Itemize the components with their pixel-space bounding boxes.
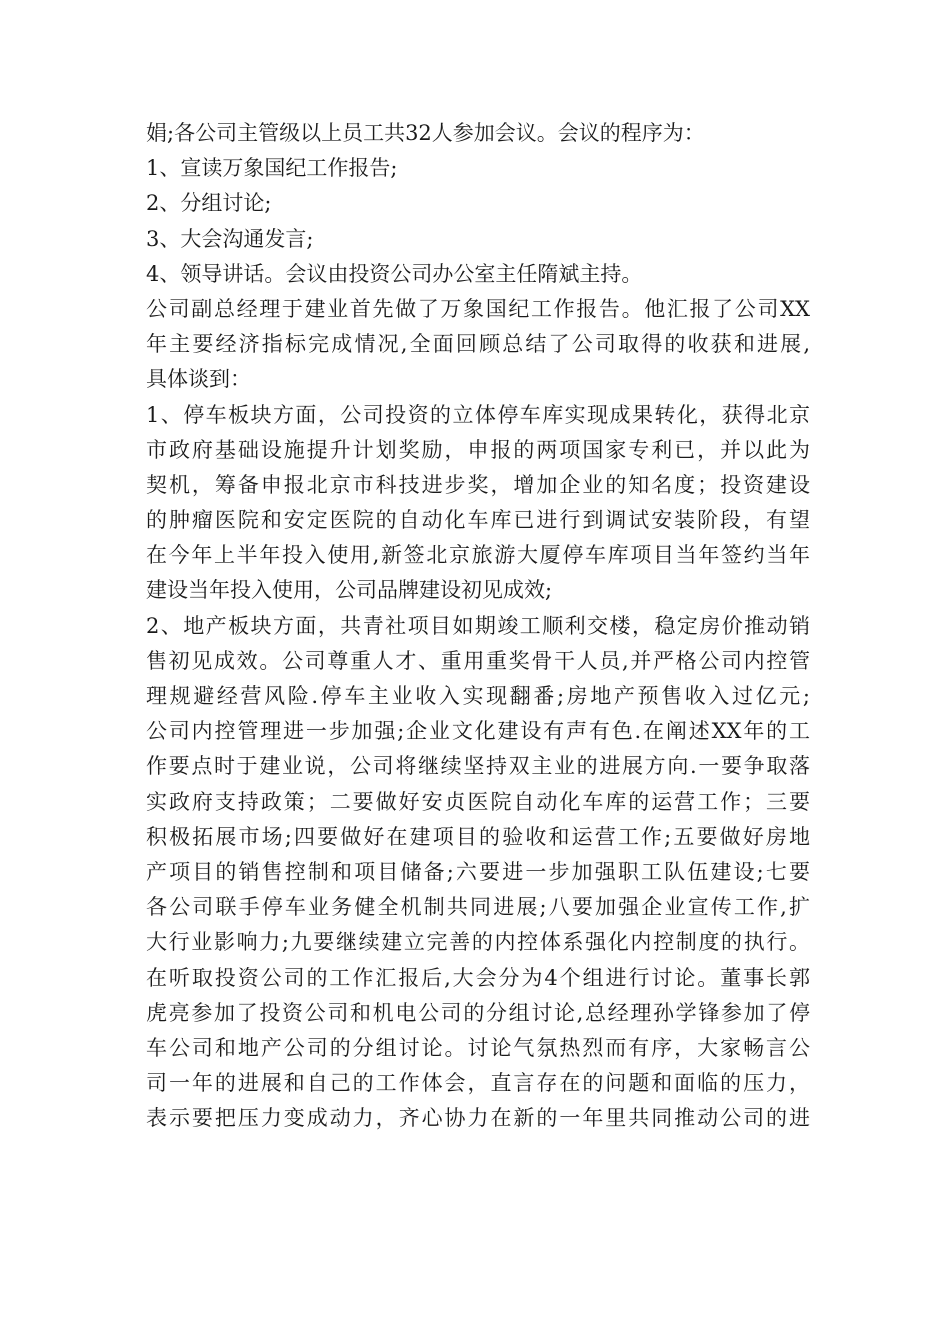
text-line: 3、大会沟通发言; (146, 226, 314, 251)
text-line: 售初见成效。公司尊重人才、重用重奖骨干人员,并严格公司内控管 (146, 648, 810, 673)
text-line: 积极拓展市场;四要做好在建项目的验收和运营工作;五要做好房地 (146, 824, 810, 849)
body-text (146, 116, 810, 1136)
text-line: 产项目的销售控制和项目储备;六要进一步加强职工队伍建设;七要 (146, 859, 810, 884)
text-line: 1、宣读万象国纪工作报告; (146, 156, 398, 181)
text-line: 4、领导讲话。会议由投资公司办公室主任隋斌主持。 (146, 261, 643, 286)
text-line: 各公司联手停车业务健全机制共同进展;八要加强企业宣传工作,扩 (146, 895, 810, 920)
text-line: 实政府支持政策；二要做好安贞医院自动化车库的运营工作；三要 (146, 789, 810, 814)
text-line: 公司副总经理于建业首先做了万象国纪工作报告。他汇报了公司XX (146, 296, 810, 321)
text-line: 司一年的进展和自己的工作体会，直言存在的问题和面临的压力， (146, 1071, 810, 1096)
text-line: 理规避经营风险.停车主业收入实现翻番;房地产预售收入过亿元; (146, 684, 810, 708)
text-line: 虎亮参加了投资公司和机电公司的分组讨论,总经理孙学锋参加了停 (146, 1000, 810, 1025)
text-line: 年主要经济指标完成情况,全面回顾总结了公司取得的收获和进展, (146, 332, 810, 357)
text-line: 契机，筹备申报北京市科技进步奖，增加企业的知名度；投资建设 (146, 472, 810, 497)
text-line: 2、地产板块方面，共青社项目如期竣工顺利交楼，稳定房价推动销 (146, 613, 810, 638)
text-line: 2、分组讨论; (146, 191, 272, 216)
text-line: 娟;各公司主管级以上员工共32人参加会议。会议的程序为： (146, 121, 705, 145)
text-line: 1、停车板块方面，公司投资的立体停车库实现成果转化，获得北京 (146, 402, 810, 427)
text-line: 表示要把压力变成动力，齐心协力在新的一年里共同推动公司的进 (146, 1106, 810, 1131)
text-line: 大行业影响力;九要继续建立完善的内控体系强化内控制度的执行。 (146, 930, 810, 955)
text-line: 市政府基础设施提升计划奖励，申报的两项国家专利已，并以此为 (146, 437, 810, 462)
text-line: 车公司和地产公司的分组讨论。讨论气氛热烈而有序，大家畅言公 (146, 1035, 810, 1060)
text-line: 作要点时于建业说，公司将继续坚持双主业的进展方向.一要争取落 (146, 754, 810, 779)
text-line: 建设当年投入使用，公司品牌建设初见成效; (146, 578, 553, 603)
text-line: 公司内控管理进一步加强;企业文化建设有声有色.在阐述XX年的工 (146, 719, 810, 744)
text-line: 在今年上半年投入使用,新签北京旅游大厦停车库项目当年签约当年 (146, 543, 810, 568)
text-line: 在听取投资公司的工作汇报后,大会分为4个组进行讨论。董事长郭 (146, 965, 810, 990)
text-line: 的肿瘤医院和安定医院的自动化车库已进行到调试安装阶段，有望 (146, 508, 810, 533)
text-line: 具体谈到： (146, 367, 251, 392)
